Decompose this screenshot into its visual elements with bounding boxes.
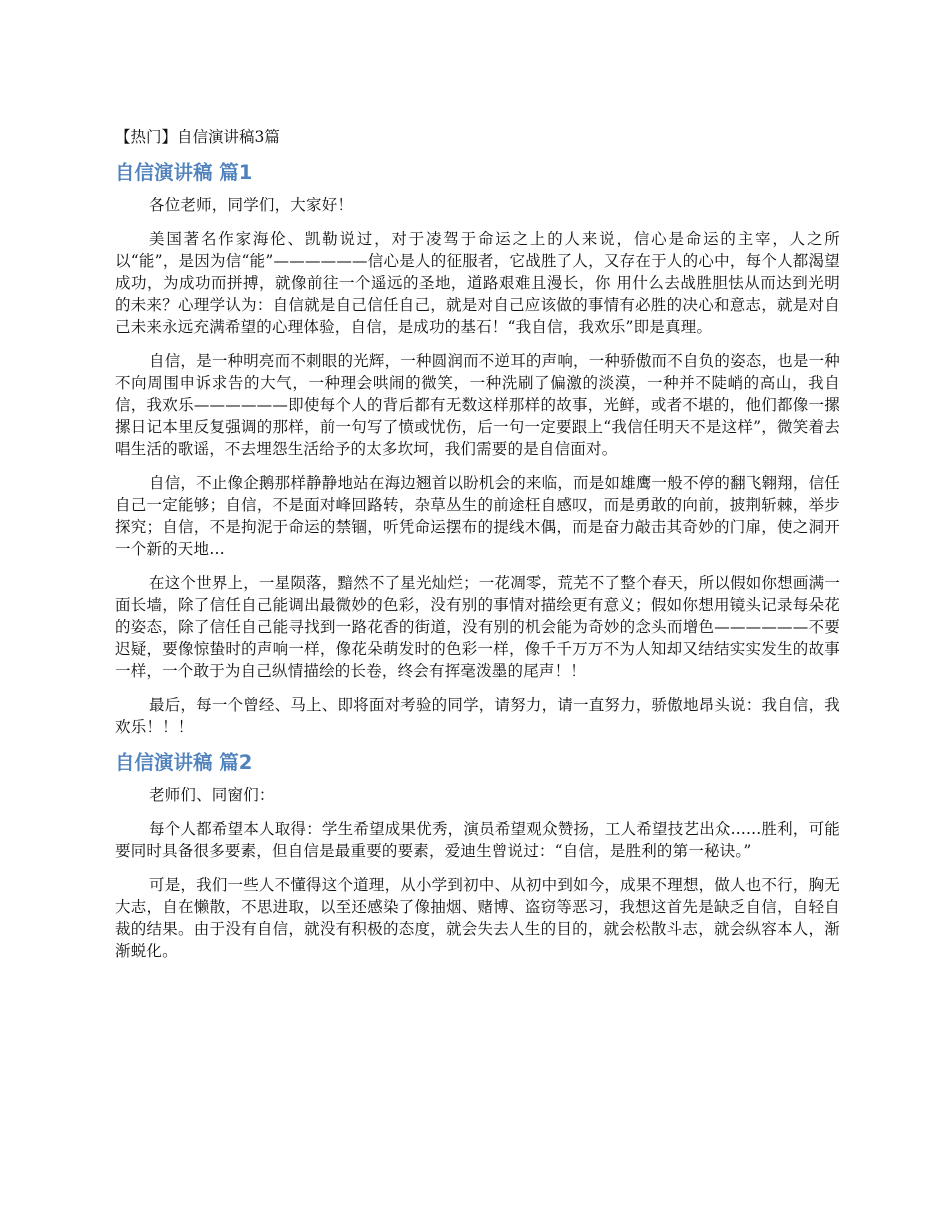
paragraph: 各位老师，同学们，大家好！ [149,196,354,214]
paragraph: 最后，每一个曾经、马上、即将面对考验的同学，请努力，请一直努力，骄傲地昂头说：我自信，我欢乐！！！ [115,696,840,736]
section-1 [115,160,840,738]
document-title: 【热门】自信演讲稿3篇 [115,128,280,146]
paragraph: 老师们、同窗们： [149,786,275,804]
section-heading: 自信演讲稿 篇1 [115,161,253,184]
paragraph: 自信，是一种明亮而不刺眼的光辉，一种圆润而不逆耳的声响，一种骄傲而不自负的姿态，也是一种不向周围申诉求告的大气，一种理会哄闹的微笑，一种洗刷了偏激的淡漠，一种并不陡峭的高山，我自信，我欢乐——————即使每个人的背后都有无数这样那样的故事，光鲜，或者不堪的，他们都像一摞摞日记本里反复强调的那样，前一句写了愤或忧伤，后一句一定要跟上“我信任明天不是这样”，微笑着去唱生活的歌谣，不去埋怨生活给予的太多坎坷，我们需要的是自信面对。 [115,352,840,458]
paragraph: 可是，我们一些人不懂得这个道理，从小学到初中、从初中到如今，成果不理想，做人也不行，胸无大志，自在懒散，不思进取，以至还感染了像抽烟、赌博、盗窃等恶习，我想这首先是缺乏自信，自轻自裁的结果。由于没有自信，就没有积极的态度，就会失去人生的目的，就会松散斗志，就会纵容本人，渐渐蜕化。 [115,876,840,960]
paragraph: 在这个世界上，一星陨落，黯然不了星光灿烂；一花凋零，荒芜不了整个春天，所以假如你想画满一面长墙，除了信任自己能调出最微妙的色彩，没有别的事情对描绘更有意义；假如你想用镜头记录每朵花的姿态，除了信任自己能寻找到一路花香的街道，没有别的机会能为奇妙的念头而增色——————不要迟疑，要像惊蛰时的声响一样，像花朵萌发时的色彩一样，像千千万万不为人知却又结结实实发生的故事一样，一个敢于为自己纵情描绘的长卷，终会有挥毫泼墨的尾声！！ [115,574,840,680]
paragraph: 自信，不止像企鹅那样静静地站在海边翘首以盼机会的来临，而是如雄鹰一般不停的翻飞翱翔，信任自己一定能够；自信，不是面对峰回路转，杂草丛生的前途枉自感叹，而是勇敢的向前，披荆斩棘，举步探究；自信，不是拘泥于命运的禁锢，听凭命运摆布的提线木偶，而是奋力敲击其奇妙的门扉，使之洞开一个新的天地… [115,474,840,558]
section-heading: 自信演讲稿 篇2 [115,751,253,774]
paragraph: 美国著名作家海伦、凯勒说过，对于凌驾于命运之上的人来说，信心是命运的主宰，人之所以“能”，是因为信“能”——————信心是人的征服者，它战胜了人，又存在于人的心中，每个人都渴望成功，为成功而拼搏，就像前往一个遥远的圣地，道路艰难且漫长，你 用什么去战胜胆怯从而达到光明的未来？心理学认为：自信就是自己信任自己，就是对自己应该做的事情有必胜的决心和意志，就是对自己未来永远充满希望的心理体验，自信，是成功的基石！“我自信，我欢乐”即是真理。 [115,230,840,336]
document-page [115,126,840,974]
section-2 [115,750,840,962]
paragraph: 每个人都希望本人取得：学生希望成果优秀，演员希望观众赞扬，工人希望技艺出众......胜利，可能要同时具备很多要素，但自信是最重要的要素，爱迪生曾说过：“自信，是胜利的第一秘诀。” [115,820,840,860]
